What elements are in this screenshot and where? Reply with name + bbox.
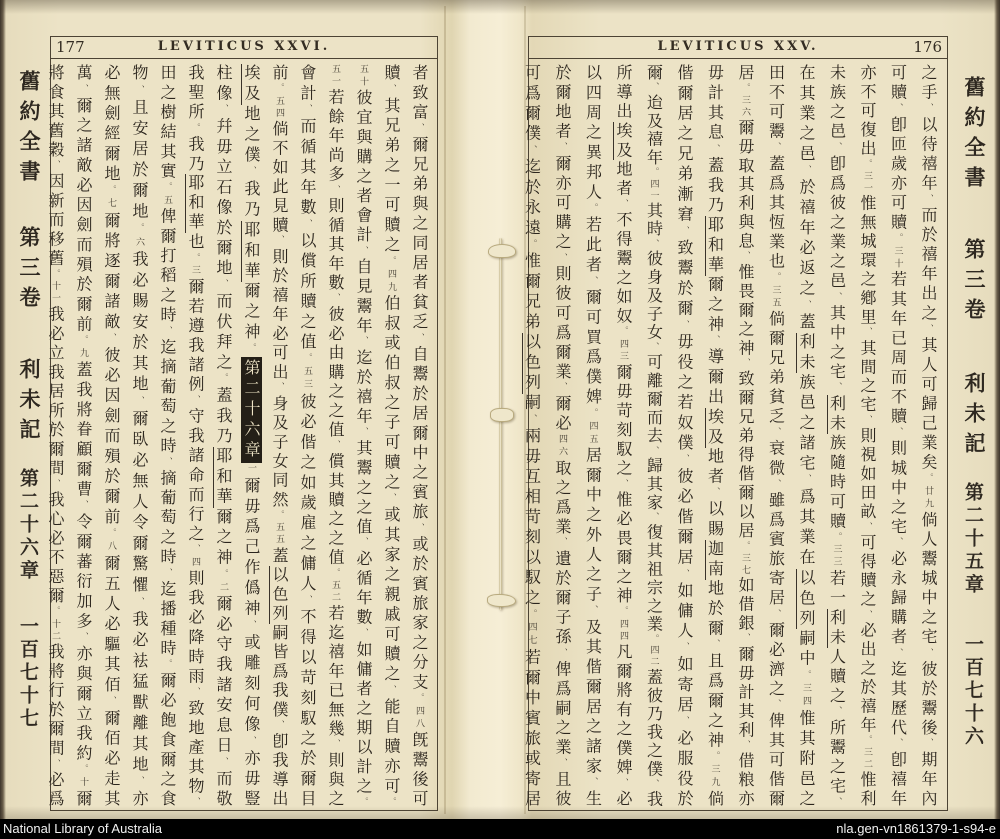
verse-number: 三一 [862, 170, 872, 195]
punctuation-mark: 、 [414, 123, 424, 136]
punctuation-mark: 、 [162, 567, 172, 581]
punctuation-mark: 。 [862, 158, 872, 171]
punctuation-mark: 、 [892, 537, 903, 550]
right-running-title: LEVITICUS XXV. [657, 39, 819, 54]
punctuation-mark: 、 [587, 605, 598, 619]
verse-number: 三 [190, 265, 200, 278]
punctuation-mark: 、 [679, 454, 689, 468]
proper-noun-mark: 以色列 [270, 566, 289, 624]
punctuation-mark: 。 [386, 255, 396, 269]
proper-noun-mark: 耶和華 [214, 447, 233, 508]
punctuation-mark: 、 [330, 184, 340, 197]
punctuation-mark: 、 [557, 382, 567, 395]
left-page-right-border [437, 36, 438, 810]
punctuation-mark: 、 [923, 738, 933, 752]
punctuation-mark: 。 [587, 203, 598, 216]
punctuation-mark: 、 [330, 293, 340, 306]
punctuation-mark: 、 [162, 325, 172, 339]
punctuation-mark: 。 [618, 606, 628, 619]
punctuation-mark: 、 [134, 395, 144, 410]
text-column: 偕爾居之兄弟漸窘、致鬻於爾、毋役之若奴僕、彼必偕爾居、如傭人、如寄居、必服役於 [675, 64, 694, 807]
punctuation-mark: 、 [358, 537, 368, 550]
punctuation-mark: 、 [618, 478, 628, 491]
proper-noun-mark: 埃及 [242, 64, 261, 105]
gutter-crease-left [444, 6, 446, 814]
right-header-rule [528, 58, 948, 59]
punctuation-mark: 。 [50, 268, 60, 281]
punctuation-mark: 、 [330, 440, 340, 453]
punctuation-mark: 、 [218, 279, 228, 293]
punctuation-mark: 。 [414, 692, 424, 706]
right-page-number: 176 [913, 38, 942, 56]
punctuation-mark: 、 [386, 83, 396, 97]
punctuation-mark: 、 [106, 332, 116, 347]
punctuation-mark: 、 [274, 382, 284, 395]
verse-number: 六 [134, 236, 144, 251]
punctuation-mark: 、 [709, 487, 720, 501]
text-column: 未族之邑、卽爲彼之業之邑、其中之宅、利未族隨時可贖。三三若一利未人贖之、所鬻之宅、 [827, 64, 847, 807]
punctuation-mark: 、 [246, 619, 256, 634]
punctuation-mark: 。 [831, 531, 842, 545]
punctuation-mark: 、 [246, 166, 256, 180]
text-column: 必無劍經爾地。七爾將逐爾諸敵、彼必因劍而殞於爾前。八爾五人必驅其佰、爾佰必走其 [102, 64, 121, 807]
left-margin-page: 一百七十七 [17, 616, 39, 731]
proper-noun-mark: 埃及 [705, 407, 725, 448]
punctuation-mark: 、 [740, 740, 750, 753]
punctuation-mark: 、 [618, 777, 628, 791]
punctuation-mark: 、 [246, 735, 256, 750]
chapter-heading-box: 第二十六章 [242, 358, 261, 462]
punctuation-mark: 、 [557, 647, 567, 661]
verse-number: 四七 [526, 622, 537, 649]
punctuation-mark: 、 [709, 143, 720, 157]
verse-number: 廿九 [923, 485, 933, 511]
punctuation-mark: 。 [218, 373, 228, 387]
punctuation-mark: 、 [892, 647, 903, 661]
verse-number: 二 [218, 581, 228, 595]
punctuation-mark: 。 [770, 272, 781, 285]
verse-number: 十一 [50, 280, 60, 306]
punctuation-mark: 、 [801, 474, 811, 488]
text-column: 五一若餘年尚多、則循其年數、彼必由購之之值、償其贖之之值。五二若迄禧年已無幾、則與之 [326, 64, 345, 807]
proper-noun-mark: 耶和華 [705, 216, 725, 276]
punctuation-mark: 、 [770, 478, 781, 492]
verse-number: 四一 [648, 178, 659, 202]
punctuation-mark: 、 [302, 218, 312, 232]
punctuation-mark: 。 [862, 735, 872, 748]
punctuation-mark: 。 [190, 252, 200, 266]
verse-number: 一 [246, 463, 256, 477]
punctuation-mark: 、 [679, 568, 689, 582]
right-margin-volume: 第三卷 [962, 238, 987, 328]
punctuation-mark: 。 [330, 567, 340, 581]
binding-stitch-middle [490, 408, 514, 422]
punctuation-mark: 、 [190, 544, 200, 557]
punctuation-mark: 、 [770, 142, 781, 155]
right-page-top-rule [528, 36, 948, 37]
punctuation-mark: 、 [134, 776, 144, 791]
verse-number: 十 [78, 777, 88, 791]
left-page-bottom-rule [50, 810, 438, 811]
right-margin-page: 一百七十六 [962, 634, 984, 749]
punctuation-mark: 、 [648, 445, 659, 457]
punctuation-mark: 、 [923, 193, 933, 207]
right-page-right-border [947, 36, 948, 810]
punctuation-mark: 、 [134, 596, 144, 611]
punctuation-mark: 、 [801, 299, 811, 313]
punctuation-mark: 、 [923, 647, 933, 661]
library-name: National Library of Australia [3, 821, 162, 836]
right-margin-title: 利未記 [962, 372, 987, 462]
punctuation-mark: 、 [923, 323, 933, 337]
verse-number: 三九 [709, 764, 720, 791]
verse-number: 八 [106, 541, 116, 555]
punctuation-mark: 、 [414, 522, 424, 536]
verse-number: 五十 [358, 64, 368, 90]
punctuation-mark: 、 [831, 291, 842, 305]
punctuation-mark: 、 [50, 758, 60, 771]
right-margin-book: 舊約全書 [962, 76, 987, 196]
verse-number: 七 [106, 198, 116, 212]
punctuation-mark: 、 [302, 594, 312, 609]
scan-top-shadow [0, 0, 1000, 14]
punctuation-mark: 、 [892, 427, 903, 440]
punctuation-mark: 、 [679, 319, 689, 333]
punctuation-mark: 、 [648, 778, 659, 791]
punctuation-mark: 、 [648, 512, 659, 524]
text-column: 柱像、幷毋立石像於爾地、而伏拜之。蓋我乃耶和華爾之神。二爾必守我諸安息日、而敬 [214, 64, 233, 807]
text-column: 在其業之邑、於禧年必返之、蓋利未族邑之諸宅、爲其業在以色列嗣中。三四惟其附邑之 [797, 64, 816, 807]
punctuation-mark: 、 [134, 84, 144, 99]
right-page-bottom-rule [528, 810, 948, 811]
punctuation-mark: 、 [526, 144, 537, 159]
punctuation-mark: 、 [302, 104, 312, 118]
text-column: 會計、而循其年數、以償所贖之值。五三彼必偕之如歲雇之傭人、不得以苛刻馭之於爾目 [298, 64, 317, 807]
text-column: 我聖所。我乃耶和華也。三爾若遵我諸例、守我諸命而行之、四則我必降時雨、致地產其物、 [186, 64, 205, 807]
punctuation-mark: 。 [274, 510, 284, 523]
text-column: 田之樹結其實。五俾爾打稻之時、迄摘葡萄之時、摘葡萄之時、迄播種時。爾必飽食爾之食 [158, 64, 177, 807]
left-margin-volume: 第三卷 [17, 226, 42, 316]
proper-noun-mark: 耶和華 [242, 220, 261, 283]
verse-number: 九 [78, 348, 88, 361]
punctuation-mark: 。 [78, 764, 88, 778]
left-running-title: LEVITICUS XXVI. [157, 39, 331, 54]
text-column: 之手、以待禧年、而於禧年出之、其人可歸己業矣。廿九倘人鬻城中之宅、彼於鬻後、期年內 [919, 64, 938, 807]
punctuation-mark: 、 [358, 245, 368, 259]
punctuation-mark: 、 [740, 358, 750, 371]
verse-number: 十二 [50, 618, 60, 644]
verse-number: 四五 [587, 420, 598, 447]
punctuation-mark: 、 [801, 165, 811, 179]
verse-number: 三六 [740, 94, 750, 119]
proper-noun-mark: 耶和華 [186, 174, 205, 233]
punctuation-mark: 、 [358, 336, 368, 349]
punctuation-mark: 、 [709, 639, 720, 653]
punctuation-mark: 、 [190, 797, 200, 807]
punctuation-mark: 、 [330, 739, 340, 752]
punctuation-mark: 、 [274, 235, 284, 248]
punctuation-mark: 。 [134, 223, 144, 237]
punctuation-mark: 。 [648, 634, 659, 646]
binding-stitch-bottom [487, 594, 516, 607]
text-column: 五十彼宜與購之者會計、自見鬻年、迄於禧年、其鬻之之值、必循年數、如傭者之期以計之。 [354, 64, 373, 807]
punctuation-mark: 、 [218, 104, 228, 118]
punctuation-mark: 。 [587, 407, 598, 421]
punctuation-mark: 。 [526, 608, 537, 623]
left-header-rule [50, 58, 438, 59]
punctuation-mark: 。 [246, 343, 256, 357]
verse-number: 三三 [831, 544, 842, 570]
punctuation-mark: 、 [892, 738, 903, 752]
punctuation-mark: 、 [770, 699, 781, 712]
punctuation-mark: 、 [557, 537, 567, 550]
punctuation-mark: 、 [557, 252, 567, 266]
left-page-text-block [46, 64, 433, 807]
punctuation-mark: 、 [557, 142, 567, 155]
punctuation-mark: 、 [862, 327, 872, 340]
punctuation-mark: 。 [106, 185, 116, 199]
left-margin-title: 利未記 [17, 358, 42, 448]
verse-number: 四二 [648, 645, 659, 669]
punctuation-mark: 、 [679, 716, 689, 730]
punctuation-mark: 、 [358, 427, 368, 440]
punctuation-mark: 、 [831, 706, 842, 719]
punctuation-mark: 、 [740, 633, 750, 646]
verse-number: 三七 [740, 552, 750, 577]
text-column: 贖、其兄弟之一可贖之。四九伯叔或伯叔之子可贖之、或其家之親戚可贖之、能自贖亦可。 [382, 64, 401, 807]
punctuation-mark: 、 [831, 797, 842, 807]
punctuation-mark: 、 [618, 198, 628, 211]
text-column: 以四周之異邦人。若此者、爾可買爲僕婢。四五居爾中之外人之子、及其偕爾居之諸家、生 [583, 64, 603, 807]
punctuation-mark: 。 [648, 167, 659, 179]
punctuation-mark: 、 [78, 500, 88, 513]
punctuation-mark: 。 [801, 669, 811, 683]
punctuation-mark: 。 [709, 751, 720, 765]
text-column: 埃及地之僕、我乃耶和華爾之神。第二十六章一爾毋爲己作僞神、或雕刻何像、亦毋豎 [242, 64, 261, 807]
punctuation-mark: 、 [679, 225, 689, 239]
text-column: 將食其舊穀、因新而移舊。十一我必立我居所於爾間、我心必不惡爾。十二我將行於爾間、必爲 [46, 64, 65, 807]
punctuation-mark: 、 [740, 251, 750, 264]
verse-number: 三四 [801, 682, 811, 710]
punctuation-mark: 、 [770, 608, 781, 622]
punctuation-mark: 、 [386, 493, 396, 506]
punctuation-mark: 。 [302, 353, 312, 367]
punctuation-mark: 、 [50, 478, 60, 491]
punctuation-mark: 、 [831, 382, 842, 395]
binding-stitch-top [488, 244, 516, 258]
punctuation-mark: 。 [162, 182, 172, 195]
punctuation-mark: 。 [358, 797, 368, 807]
text-column: 者致富、爾兄弟與之同居者貧乏、自鬻於居爾中之賓旅、或於賓旅家之分支。四八旣鬻後可 [410, 64, 429, 807]
punctuation-mark: 、 [862, 415, 872, 428]
punctuation-mark: 、 [50, 160, 60, 173]
text-column: 所導出埃及地者、不得鬻之如奴。四三爾毋苛刻馭之、惟必畏爾之神。四四凡爾將有之僕婢、必 [614, 64, 633, 807]
punctuation-mark: 。 [274, 83, 284, 96]
punctuation-mark: 、 [557, 758, 567, 771]
punctuation-mark: 、 [648, 82, 659, 94]
punctuation-mark: 。 [106, 528, 116, 542]
punctuation-mark: 、 [862, 521, 872, 534]
verse-number: 五五 [274, 522, 284, 547]
verse-number: 四 [190, 556, 200, 570]
punctuation-mark: 、 [831, 142, 842, 155]
punctuation-mark: 、 [892, 103, 903, 116]
proper-noun-mark: 利未 [827, 608, 847, 648]
verse-number: 四三 [618, 338, 628, 364]
verse-number: 五 [162, 194, 172, 208]
punctuation-mark: 。 [740, 82, 750, 95]
right-page-text-block [522, 64, 943, 807]
punctuation-mark: 、 [78, 83, 88, 97]
text-column: 於爾地者、爾亦可購之、則彼可爲爾業、爾必四六取之爲業、遺於爾子孫、俾爲嗣之業、且彼 [553, 64, 572, 807]
punctuation-mark: 。 [162, 659, 172, 672]
punctuation-mark: 、 [770, 427, 781, 440]
left-page [46, 30, 438, 810]
text-column: 居。三六爾毋取其利與息、惟畏爾之神、致爾兄弟得偕爾以居。三七如借銀、爾毋計其利、借粮亦 [736, 64, 755, 807]
verse-number: 四九 [386, 268, 396, 295]
verse-number: 五三 [302, 366, 312, 393]
right-page [522, 30, 948, 810]
punctuation-mark: 。 [923, 473, 933, 486]
punctuation-mark: 。 [218, 568, 228, 582]
proper-noun-mark: 迦南 [705, 539, 725, 580]
verse-number: 四四 [618, 618, 628, 644]
punctuation-mark: 、 [274, 720, 284, 733]
verse-number: 五二 [330, 580, 340, 605]
verse-number: 三二 [862, 747, 872, 772]
right-margin-chapter: 第二十五章 [962, 482, 984, 597]
text-column: 萬、爾之諸敵必因劍而殞於爾前。九蓋我將眷顧爾曹、令爾蕃衍加多、亦與爾立我約。十爾 [74, 64, 93, 807]
punctuation-mark: 。 [386, 797, 396, 807]
text-column: 可贖、卽匝歲亦可贖。三十若其年已周而不贖、則城中之宅、必永歸購者、迄其歷代、卽禧年 [888, 64, 908, 807]
proper-noun-mark: 以色列 [522, 332, 542, 394]
text-column: 前。五四倘不如此見贖、則於禧年必可出、身及子女同然。五五蓋以色列嗣皆爲我僕、卽我導出 [270, 64, 289, 807]
punctuation-mark: 。 [526, 238, 537, 253]
left-margin-chapter: 第二十六章 [17, 468, 39, 583]
punctuation-mark: 、 [648, 238, 659, 250]
punctuation-mark: 、 [190, 686, 200, 700]
proper-noun-mark: 以色列 [797, 568, 816, 630]
punctuation-mark: 、 [414, 332, 424, 346]
punctuation-mark: 、 [648, 342, 659, 354]
punctuation-mark: 、 [862, 609, 872, 622]
punctuation-mark: 、 [386, 684, 396, 698]
punctuation-mark: 、 [162, 456, 172, 470]
punctuation-mark: 、 [218, 756, 228, 770]
verse-number: 四八 [414, 705, 424, 731]
punctuation-mark: 、 [587, 275, 598, 289]
verse-number: 三十 [892, 245, 903, 271]
verse-number: 四六 [557, 434, 567, 460]
footer-bar [0, 819, 1000, 839]
proper-noun-mark: 利未 [827, 394, 847, 435]
left-margin-book: 舊約全書 [17, 70, 42, 190]
proper-noun-mark: 利未 [797, 332, 816, 374]
binding-thread [499, 238, 502, 610]
verse-number: 三五 [770, 284, 781, 310]
text-column: 亦不可復出。三一惟無城環之鄕里、其間之宅、則視如田畝、可得贖之、必出之於禧年。三二惟利 [858, 64, 877, 807]
punctuation-mark: 、 [709, 335, 720, 349]
punctuation-mark: 、 [679, 642, 689, 656]
punctuation-mark: 。 [618, 326, 628, 339]
image-id: nla.gen-vn1861379-1-s94-e [836, 821, 996, 836]
proper-noun-mark: 埃及 [614, 121, 633, 161]
punctuation-mark: 、 [106, 696, 116, 710]
left-page-number: 177 [56, 38, 85, 56]
punctuation-mark: 。 [190, 122, 200, 136]
punctuation-mark: 、 [358, 628, 368, 641]
punctuation-mark: 、 [526, 413, 537, 428]
punctuation-mark: 。 [50, 606, 60, 619]
text-column: 物、且安居於爾地。六我必賜安於其地、爾臥必無人令爾驚懼、我必袪猛獸離其地、亦 [130, 64, 149, 807]
punctuation-mark: 。 [78, 335, 88, 349]
punctuation-mark: 、 [78, 632, 88, 646]
punctuation-mark: 、 [587, 777, 598, 791]
text-column: 可爲爾僕、迄於永遠。惟爾兄弟以色列嗣、兩毋互相苛刻以馭之。四七若爾中賓旅或寄居 [522, 64, 542, 807]
left-page-top-rule [50, 36, 438, 37]
text-column: 田不可鬻、蓋爲其恆業也。三五倘爾兄弟貧乏、衰微、雖爲賓旅寄居、爾必濟之、俾其可偕爾 [766, 64, 786, 807]
punctuation-mark: 。 [892, 232, 903, 246]
text-column: 毋計其息、蓋我乃耶和華爾之神、導爾出埃及地者、以賜迦南地於爾、且爲爾之神。三九倘 [705, 64, 725, 807]
verse-number: 五一 [330, 64, 340, 89]
text-column: 爾、迨及禧年。四一其時、彼身及子女、可離爾而去、歸其家、復其祖宗之業。四二蓋彼乃我之僕、我 [644, 64, 664, 807]
punctuation-mark: 。 [740, 540, 750, 553]
punctuation-mark: 、 [190, 394, 200, 408]
punctuation-mark: 、 [923, 103, 933, 116]
verse-number: 五四 [274, 95, 284, 120]
